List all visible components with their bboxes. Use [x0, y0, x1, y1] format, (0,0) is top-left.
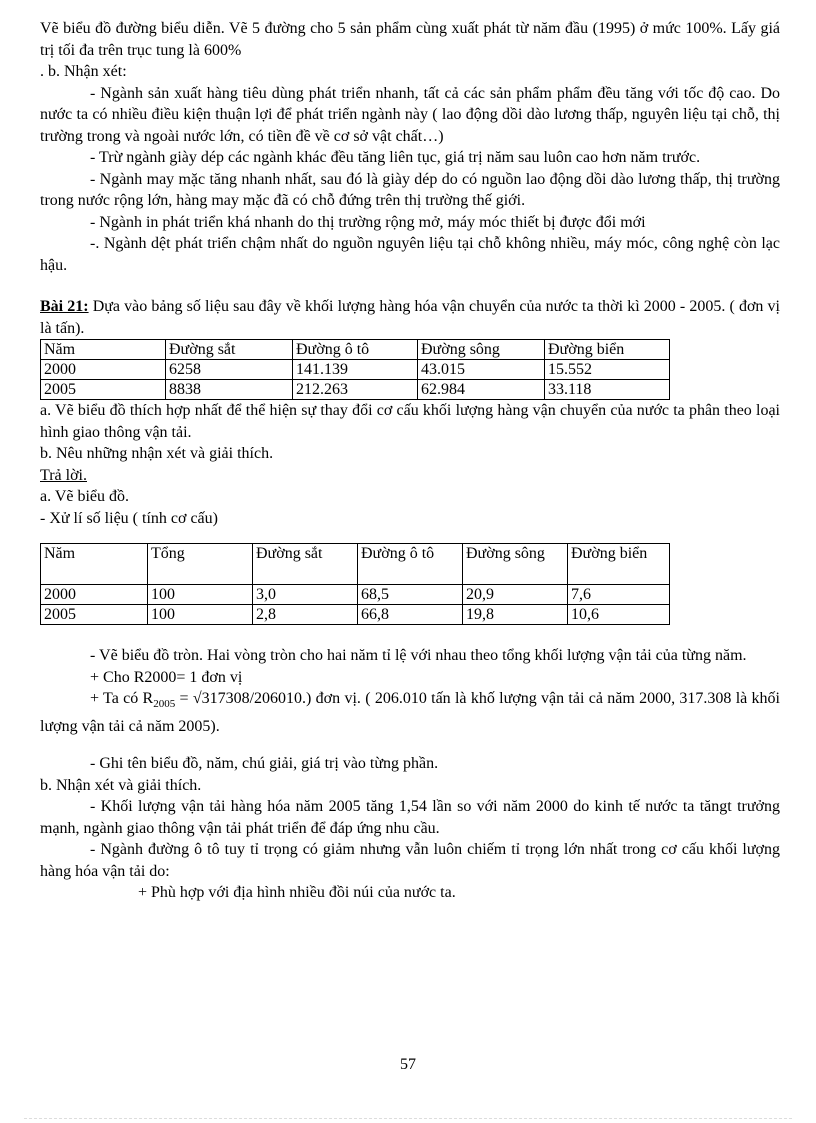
- exercise-intro: [40, 296, 780, 339]
- table-cell: 6258: [166, 360, 293, 380]
- paragraph: . b. Nhận xét:: [40, 63, 127, 80]
- table-cell: 33.118: [545, 380, 670, 400]
- question-a: a. Vẽ biểu đồ thích hợp nhất để thể hiện sự thay đổi cơ cấu khối lượng hàng vận chuyển của nước ta phân theo loại hình giao thông vận tải.: [40, 402, 780, 441]
- paragraph: - Vẽ biểu đồ tròn. Hai vòng tròn cho hai năm tỉ lệ với nhau theo tổng khối lượng vận tải của từng năm.: [90, 647, 747, 664]
- paragraph: - Ghi tên biểu đồ, năm, chú giải, giá trị vào từng phần.: [90, 755, 439, 773]
- paragraph: + Cho R2000= 1 đơn vị: [90, 668, 243, 686]
- paragraph: - Khối lượng vận tải hàng hóa năm 2005 tăng 1,54 lần so với năm 2000 do kinh tế nước ta tăngt trưởng mạnh, ngành giao thông vận tải phát triển để đáp ứng nhu cầu.: [40, 798, 780, 837]
- table-cell: 62.984: [418, 380, 545, 400]
- header-cell: Đường biển: [545, 340, 670, 360]
- page-number: 57: [400, 1056, 416, 1073]
- paragraph: - Ngành sản xuất hàng tiêu dùng phát triển nhanh, tất cả các sản phẩm phẩm đều tăng với tốc độ cao. Do nước ta có nhiều điều kiện thuận lợi để phát triển ngành này ( lao động dồi dào lương thấp, nguyên liệu tại chỗ, thị trường trong và ngoài nước lớn, có tiền đề về cơ sở vật chất…): [40, 84, 780, 145]
- header-cell: Đường ô tô: [358, 544, 463, 585]
- paragraph: - Trừ ngành giày dép các ngành khác đều tăng liên tục, giá trị năm sau luôn cao hơn năm trước.: [90, 149, 701, 166]
- process-label: - Xử lí số liệu ( tính cơ cấu): [40, 509, 218, 527]
- document-page: [40, 18, 780, 904]
- answer-heading: Trả lời.: [40, 466, 87, 484]
- table-header-row: [41, 544, 670, 585]
- header-cell: Đường sắt: [253, 544, 358, 585]
- table-row: [41, 360, 670, 380]
- paragraph: + Phù hợp với địa hình nhiều đồi núi của nước ta.: [138, 884, 456, 902]
- paragraph: Vẽ biểu đồ đường biểu diễn. Vẽ 5 đường cho 5 sản phẩm cùng xuất phát từ năm đầu (1995) ở mức 100%. Lấy giá trị tối đa trên trục tung là 600%: [40, 20, 780, 59]
- paragraph: - Ngành may mặc tăng nhanh nhất, sau đó là giày dép do có nguồn lao động dồi dào lương thấp, thị trường trong nước rộng lớn, hàng may mặc đã có chỗ đứng trên thị trường thế giới.: [40, 170, 780, 209]
- section-b-label: b. Nhận xét và giải thích.: [40, 776, 202, 794]
- table-cell: 7,6: [568, 585, 670, 605]
- table-cell: 100: [148, 605, 253, 625]
- table-row: [41, 605, 670, 625]
- table-cell: 66,8: [358, 605, 463, 625]
- header-cell: Đường sông: [418, 340, 545, 360]
- paragraph: -. Ngành dệt phát triển chậm nhất do nguồn nguyên liệu tại chỗ không nhiều, máy móc, công nghệ còn lạc hậu.: [40, 235, 780, 274]
- table-cell: 212.263: [293, 380, 418, 400]
- table-cell: 68,5: [358, 585, 463, 605]
- header-cell: Đường sông: [463, 544, 568, 585]
- table-row: [41, 585, 670, 605]
- table-cell: 20,9: [463, 585, 568, 605]
- table-cell: 2005: [41, 605, 148, 625]
- header-cell: Tổng: [148, 544, 253, 585]
- table-cell: 19,8: [463, 605, 568, 625]
- paragraph: + Ta có $R_{2005} = √317308/206010$.) đơn vị. ( 206.010 tấn là khố lượng vận tải cả năm 2000, 317.308 là khối lượng vận tải cả năm 2005).: [40, 690, 780, 735]
- paragraph: - Ngành đường ô tô tuy tỉ trọng có giảm nhưng vẫn luôn chiếm tỉ trọng lớn nhất trong cơ cấu khối lượng hàng hóa vận tải do:: [40, 841, 780, 880]
- exercise-label: Bài 21:: [40, 298, 89, 315]
- table-cell: 2,8: [253, 605, 358, 625]
- table-cell: 2005: [41, 380, 166, 400]
- table-cell: 8838: [166, 380, 293, 400]
- table-cell: 141.139: [293, 360, 418, 380]
- freight-volume-table: [40, 339, 670, 400]
- footer-divider: [24, 1118, 792, 1119]
- table-cell: 100: [148, 585, 253, 605]
- table-cell: 10,6: [568, 605, 670, 625]
- table-cell: 2000: [41, 585, 148, 605]
- header-cell: Đường ô tô: [293, 340, 418, 360]
- exercise-text: Dựa vào bảng số liệu sau đây về khối lượng hàng hóa vận chuyển của nước ta thời kì 2000 - 2005. ( đơn vị là tấn).: [40, 298, 780, 337]
- table-cell: 3,0: [253, 585, 358, 605]
- header-cell: Năm: [41, 340, 166, 360]
- header-cell: Năm: [41, 544, 148, 585]
- paragraph: - Ngành in phát triển khá nhanh do thị trường rộng mở, máy móc thiết bị được đổi mới: [90, 213, 646, 231]
- table-row: [41, 380, 670, 400]
- answer-a-label: a. Vẽ biểu đồ.: [40, 488, 130, 505]
- table-cell: 2000: [41, 360, 166, 380]
- structure-table: [40, 543, 670, 625]
- table-header-row: [41, 340, 670, 360]
- table-cell: 43.015: [418, 360, 545, 380]
- header-cell: Đường sắt: [166, 340, 293, 360]
- table-cell: 15.552: [545, 360, 670, 380]
- question-b: b. Nêu những nhận xét và giải thích.: [40, 445, 274, 462]
- header-cell: Đường biển: [568, 544, 670, 585]
